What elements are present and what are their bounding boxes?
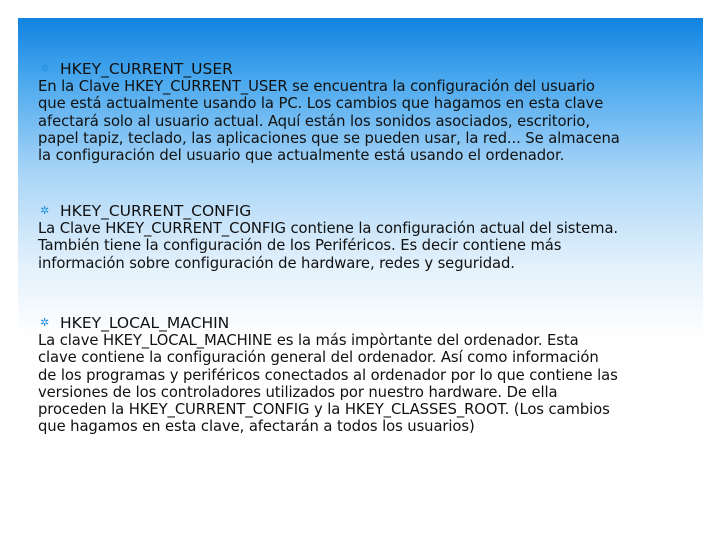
heading-text: HKEY_LOCAL_MACHIN bbox=[60, 314, 230, 332]
asterisk-bullet-icon: ✲ bbox=[40, 204, 50, 217]
asterisk-bullet-icon: ✲ bbox=[40, 62, 50, 75]
section-heading bbox=[38, 314, 678, 332]
section-paragraph: La Clave HKEY_CURRENT_CONFIG contiene la configuración actual del sistema. También tiene la configuración de los Periféricos. Es decir contiene más información sobre configuración de hardware, redes y seguridad. bbox=[38, 220, 619, 272]
section-paragraph: La clave HKEY_LOCAL_MACHINE es la más impòrtante del ordenador. Esta clave contiene la configuración general del ordenador. Así como información de los programas y periféricos conectados al ordenador por lo que contiene las versiones de los controladores utilizados por nuestro hardware. De ella proceden la HKEY_CURRENT_CONFIG y la HKEY_CLASSES_ROOT. (Los cambios que hagamos en esta clave, afectarán a todos los usuarios) bbox=[38, 332, 618, 436]
asterisk-bullet-icon: ✲ bbox=[40, 316, 50, 329]
section-heading bbox=[38, 202, 678, 220]
section-heading bbox=[38, 60, 678, 78]
heading-text: HKEY_CURRENT_USER bbox=[60, 60, 233, 78]
heading-text: HKEY_CURRENT_CONFIG bbox=[60, 202, 252, 220]
section-current-config bbox=[38, 202, 678, 272]
section-paragraph: En la Clave HKEY_CURRENT_USER se encuentra la configuración del usuario que está actualmente usando la PC. Los cambios que hagamos en esta clave afectará solo al usuario actual. Aquí están los sonidos asociados, escritorio, papel tapiz, teclado, las aplicaciones que se pueden usar, la red... Se almacena la configuración del usuario que actualmente está usando el ordenador. bbox=[38, 78, 620, 165]
section-current-user bbox=[38, 60, 678, 164]
section-local-machine bbox=[38, 314, 678, 436]
